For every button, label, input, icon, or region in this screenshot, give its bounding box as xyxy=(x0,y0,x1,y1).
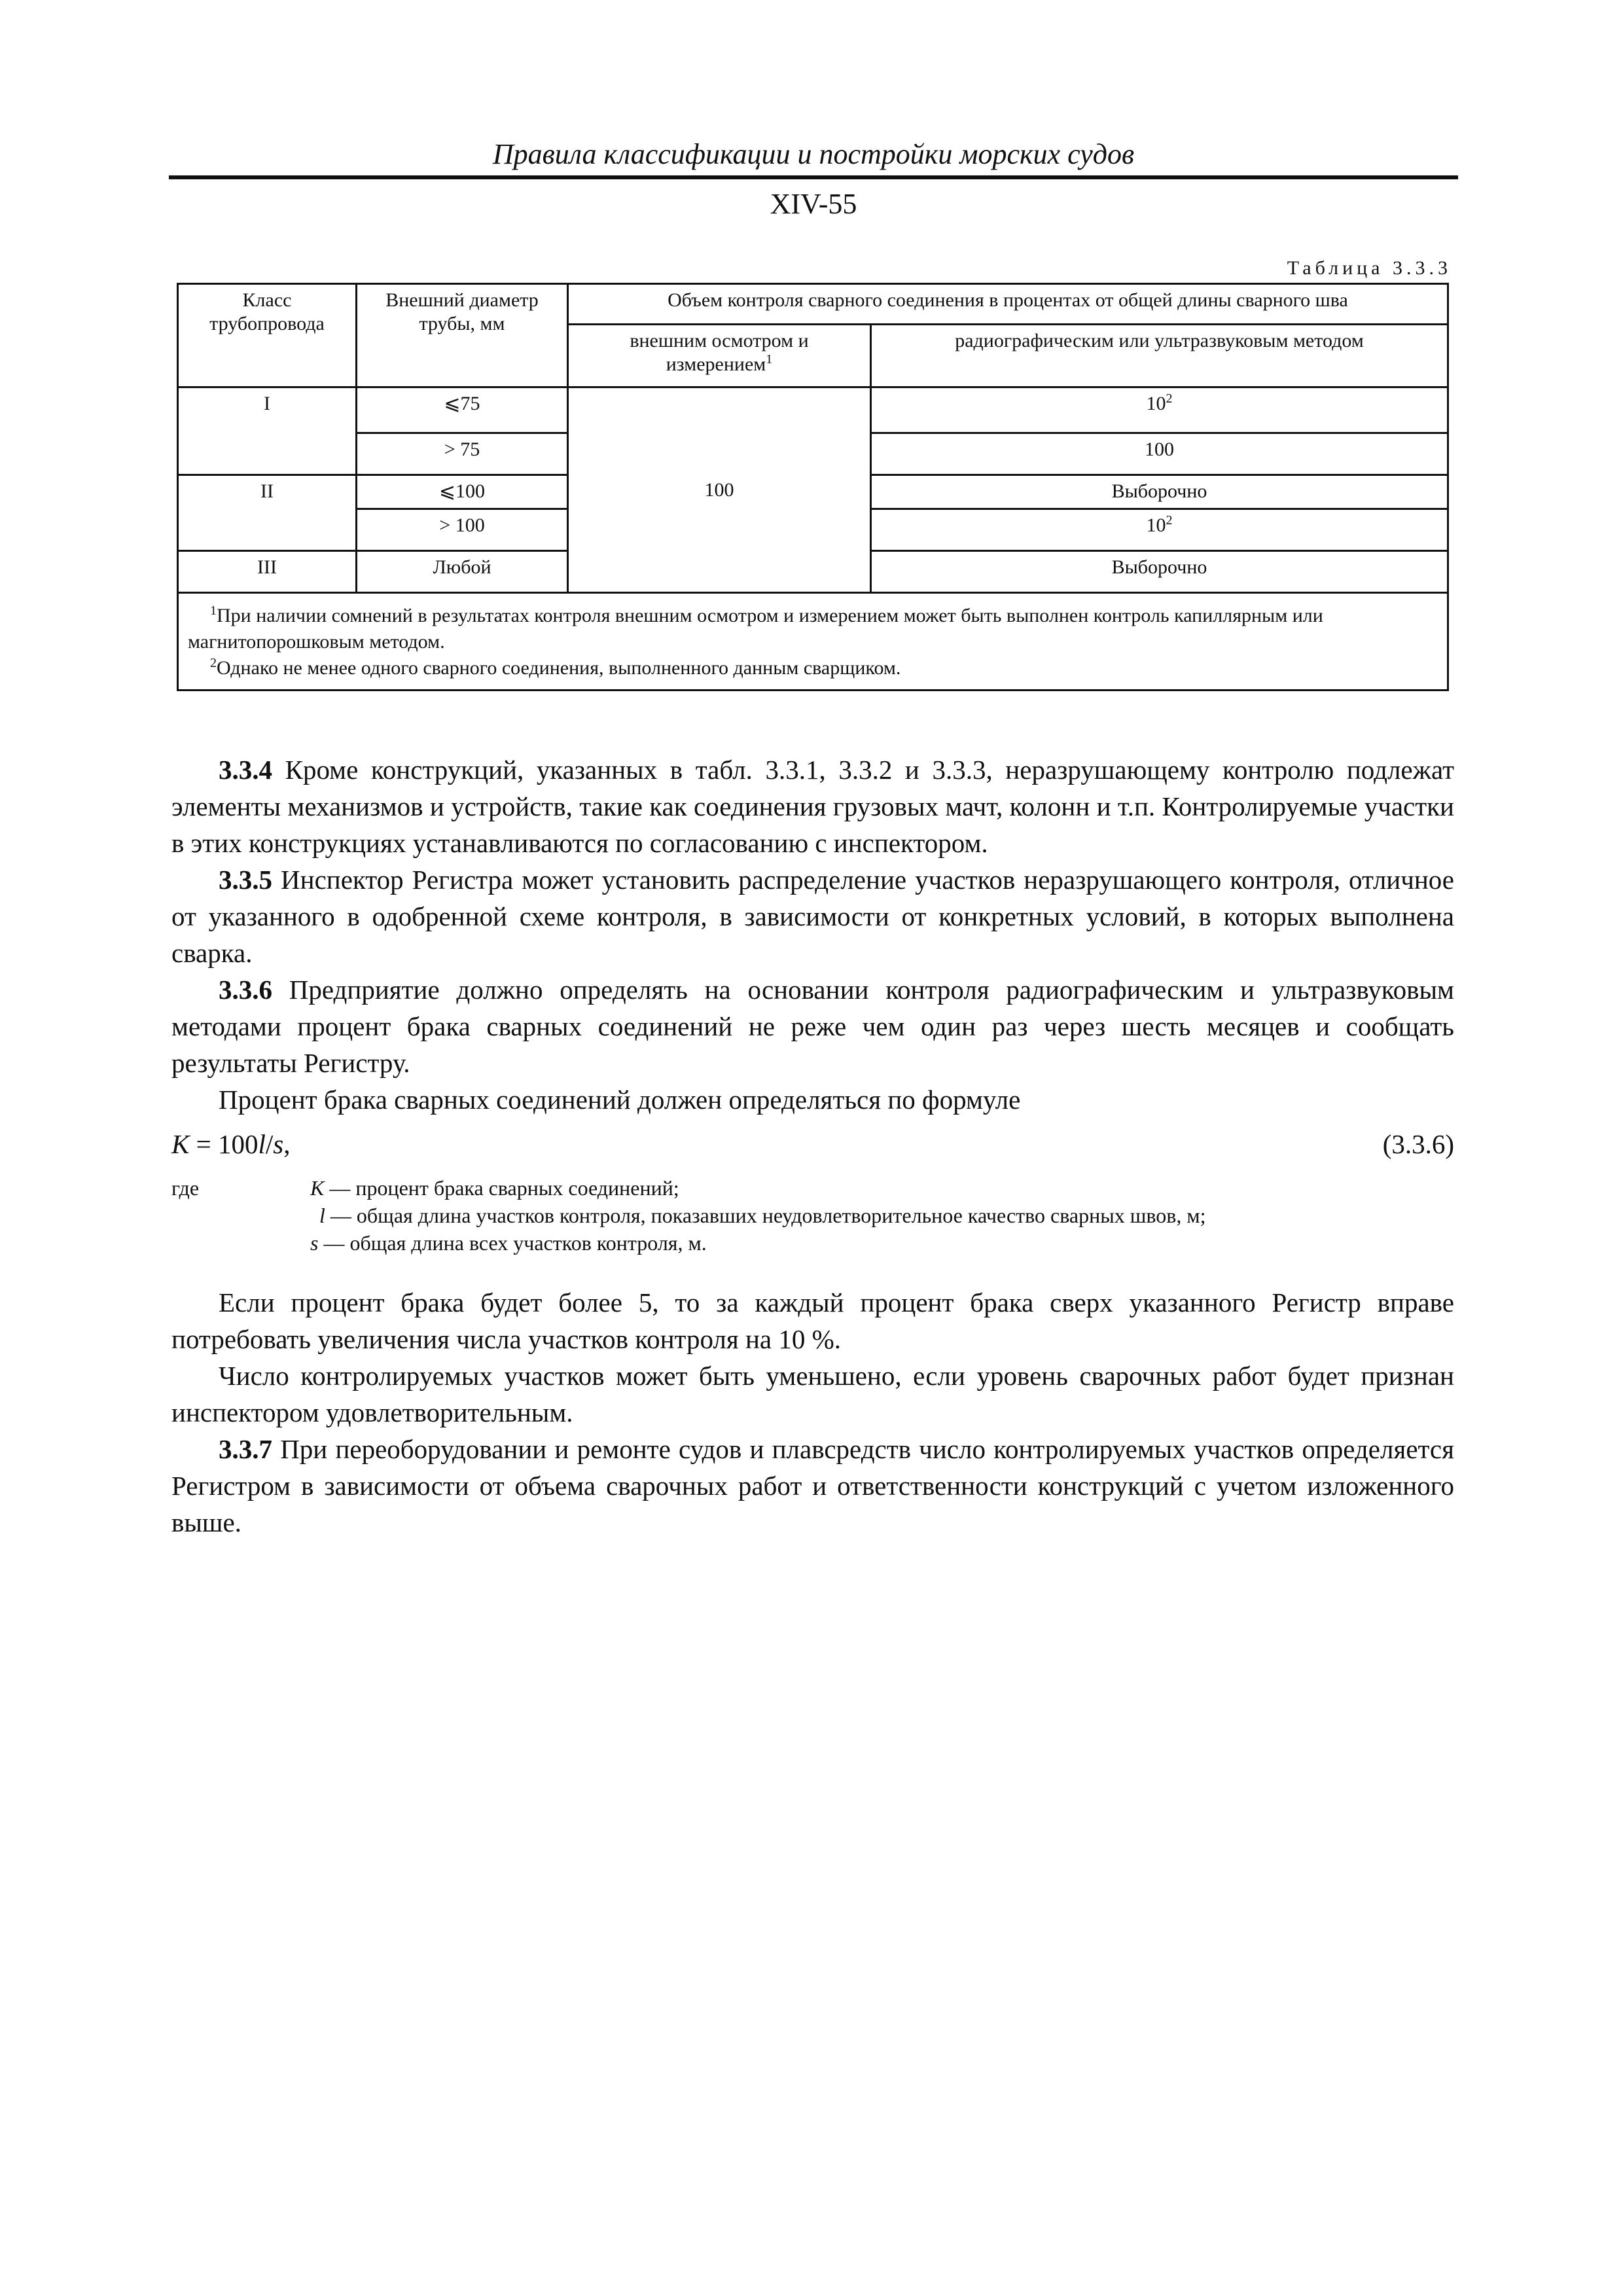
table-caption: Таблица 3.3.3 xyxy=(1287,257,1452,279)
cell-diameter: ⩽75 xyxy=(357,387,568,433)
footnote-2: $^2$Однако не менее одного сварного соединения, выполненного данным сварщиком. xyxy=(210,656,901,679)
page-number: XIV-55 xyxy=(770,188,857,220)
paragraph-3-3-5: 3.3.5 Инспектор Регистра может установить распределение участков неразрушающего контроля, отличное от указанного в одобренной схеме контроля, в зависимости от конкретных условий, в которых выполнена сварка. xyxy=(171,865,1454,968)
cell-class-i: I xyxy=(178,387,357,475)
paragraph-formula-intro: Процент брака сварных соединений должен определяться по формуле xyxy=(219,1085,1021,1115)
cell-rad-value: Выборочно xyxy=(871,475,1448,509)
cell-diameter: ⩽100 xyxy=(357,475,568,509)
paragraph-3-3-6: 3.3.6 Предприятие должно определять на основании контроля радиографическим и ультразвуковым методами процент брака сварных соединений не реже чем один раз через шесть месяцев и сообщать результаты Регистру. xyxy=(171,975,1454,1078)
header-radiographic: радиографическим или ультразвуковым методом xyxy=(871,325,1448,387)
cell-diameter: Любой xyxy=(357,551,568,593)
header-visual: внешним осмотром и измерением$^1$ xyxy=(568,325,871,387)
paragraph-3-3-4: 3.3.4 Кроме конструкций, указанных в табл. 3.3.1, 3.3.2 и 3.3.3, неразрушающему контролю подлежат элементы механизмов и устройств, такие как соединения грузовых мачт, колонн и т.п. Контролируемые участки в этих конструкциях устанавливаются по согласованию с инспектором. xyxy=(171,755,1455,858)
requirements-table xyxy=(177,283,1449,691)
footnote-1: $^1$При наличии сомнений в результатах контроля внешним осмотром и измерением может быть выполнен контроль капиллярным или магнитопорошковым методом. xyxy=(188,603,1323,653)
legend-item-s: s — общая длина всех участков контроля, м. xyxy=(310,1231,707,1255)
table-footnotes xyxy=(178,593,1448,691)
cell-diameter: > 75 xyxy=(357,433,568,475)
equation-number: (3.3.6) xyxy=(1382,1129,1454,1159)
cell-class-iii: III xyxy=(178,551,357,593)
legend-item-l: l — общая длина участков контроля, показавших неудовлетворительное качество сварных швов, м; xyxy=(319,1204,1206,1227)
cell-visual-value: 100 xyxy=(568,387,871,593)
cell-rad-value: $10^2$ xyxy=(871,509,1448,551)
paragraph-reject-rate: Если процент брака будет более 5, то за каждый процент брака сверх указанного Регистр вправе потребовать увеличения числа участков контроля на 10 %. xyxy=(171,1287,1454,1354)
header-diameter: Внешний диаметр трубы, мм xyxy=(357,284,568,387)
legend-item-k: K — процент брака сварных соединений; xyxy=(310,1176,679,1200)
formula: K = 100l/s, (3.3.6) xyxy=(171,1126,1454,1162)
where-label: где xyxy=(171,1176,200,1200)
running-title: Правила классификации и постройки морских судов xyxy=(492,138,1135,170)
header-volume: Объем контроля сварного соединения в процентах от общей длины сварного шва xyxy=(568,284,1448,325)
header-rule xyxy=(169,175,1458,179)
cell-rad-value: 100 xyxy=(871,433,1448,475)
cell-class-ii: II xyxy=(178,475,357,551)
header-class: Класс трубопровода xyxy=(178,284,357,387)
cell-rad-value: Выборочно xyxy=(871,551,1448,593)
paragraph-3-3-7: 3.3.7 При переоборудовании и ремонте судов и плавсредств число контролируемых участков определяется Регистром в зависимости от объема сварочных работ и ответственности конструкций с учетом изложенного выше. xyxy=(171,1434,1454,1537)
paragraph-reduce: Число контролируемых участков может быть уменьшено, если уровень сварочных работ будет признан инспектором удовлетворительным. xyxy=(171,1361,1454,1427)
cell-diameter: > 100 xyxy=(357,509,568,551)
section-text xyxy=(171,751,1454,1118)
cell-rad-value: $10^2$ xyxy=(871,387,1448,433)
section-text-continued xyxy=(171,1284,1454,1541)
